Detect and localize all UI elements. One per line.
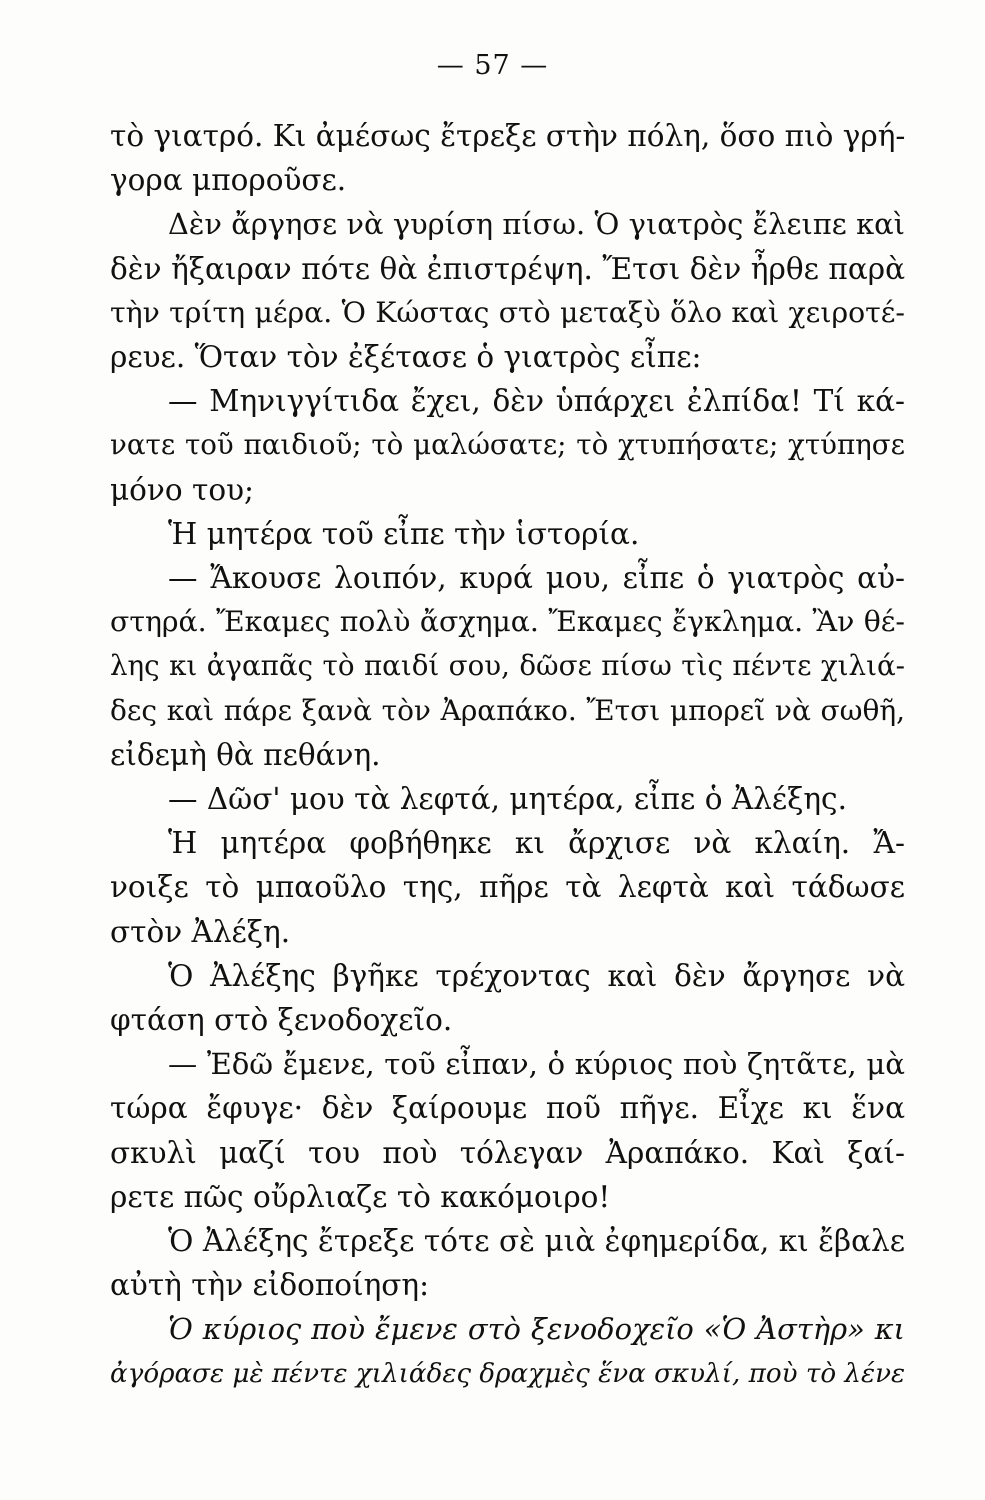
text-line: φτάση στὸ ξενοδοχεῖο. <box>110 1003 453 1038</box>
text-line: ἀγόρασε μὲ πέντε χιλιάδες δραχμὲς ἕνα σκυλί, ποὺ τὸ λένε <box>110 1358 906 1389</box>
text-line: τὸ γιατρό. Κι ἀμέσως ἔτρεξε στὴν πόλη, ὅσο πιὸ γρή- <box>110 119 906 153</box>
text-line: στὸν Ἀλέξη. <box>110 914 291 949</box>
text-line: Ὁ κύριος ποὺ ἔμενε στὸ ξενοδοχεῖο «Ὁ Ἀστὴρ» κι <box>168 1312 905 1347</box>
text-line: γορα μποροῦσε. <box>110 163 347 198</box>
text-line: σκυλὶ μαζί του ποὺ τόλεγαν Ἀραπάκο. Καὶ ξαί- <box>110 1135 905 1170</box>
text-line: — Δῶσ' μου τὰ λεφτά, μητέρα, εἶπε ὁ Ἀλέξης. <box>168 782 847 817</box>
text-line: Δὲν ἄργησε νὰ γυρίση πίσω. Ὁ γιατρὸς ἔλειπε καὶ <box>168 207 905 242</box>
text-line: τὴν τρίτη μέρα. Ὁ Κώστας στὸ μεταξὺ ὅλο καὶ χειροτέ- <box>110 295 905 329</box>
text-line: δες καὶ πάρε ξανὰ τὸν Ἀραπάκο. Ἔτσι μπορεῖ νὰ σωθῆ, <box>110 693 905 727</box>
text-line: εἰδεμὴ θὰ πεθάνη. <box>110 737 381 772</box>
text-line: Ἡ μητέρα τοῦ εἶπε τὴν ἱστορία. <box>168 516 640 551</box>
text-line: τώρα ἔφυγε· δὲν ξαίρουμε ποῦ πῆγε. Εἶχε κι ἕνα <box>110 1091 905 1126</box>
text-line: Ὁ Ἀλέξης ἔτρεξε τότε σὲ μιὰ ἐφημερίδα, κι ἔβαλε <box>168 1224 905 1259</box>
text-line: δὲν ἤξαιραν πότε θὰ ἐπιστρέψη. Ἔτσι δὲν ἦρθε παρὰ <box>110 251 905 286</box>
text-line: αὐτὴ τὴν εἰδοποίηση: <box>110 1268 430 1303</box>
page-number: — 57 — <box>436 50 549 81</box>
text-line: ρετε πῶς οὔρλιαζε τὸ κακόμοιρο! <box>110 1179 611 1214</box>
body-text <box>110 114 905 1396</box>
text-line: — Μηνιγγίτιδα ἔχει, δὲν ὑπάρχει ἐλπίδα! Τί κά- <box>168 384 905 419</box>
text-line: λης κι ἀγαπᾶς τὸ παιδί σου, δῶσε πίσω τὶς πέντε χιλιά- <box>110 649 905 683</box>
text-line: στηρά. Ἔκαμες πολὺ ἄσχημα. Ἔκαμες ἔγκλημα. Ἂν θέ- <box>110 605 905 639</box>
text-line: — Ἄκουσε λοιπόν, κυρά μου, εἶπε ὁ γιατρὸς αὐ- <box>168 561 905 596</box>
text-line: νοιξε τὸ μπαοῦλο της, πῆρε τὰ λεφτὰ καὶ τάδωσε <box>110 870 905 905</box>
text-line: ρευε. Ὅταν τὸν ἐξέτασε ὁ γιατρὸς εἶπε: <box>110 340 702 375</box>
text-line: — Ἐδῶ ἔμενε, τοῦ εἶπαν, ὁ κύριος ποὺ ζητᾶτε, μὰ <box>168 1047 905 1082</box>
text-line: νατε τοῦ παιδιοῦ; τὸ μαλώσατε; τὸ χτυπήσατε; χτύπησε <box>110 428 905 462</box>
text-line: Ἡ μητέρα φοβήθηκε κι ἄρχισε νὰ κλαίη. Ἄ- <box>168 826 905 861</box>
text-line: Ὁ Ἀλέξης βγῆκε τρέχοντας καὶ δὲν ἄργησε νὰ <box>168 958 905 993</box>
text-line: μόνο του; <box>110 472 254 507</box>
